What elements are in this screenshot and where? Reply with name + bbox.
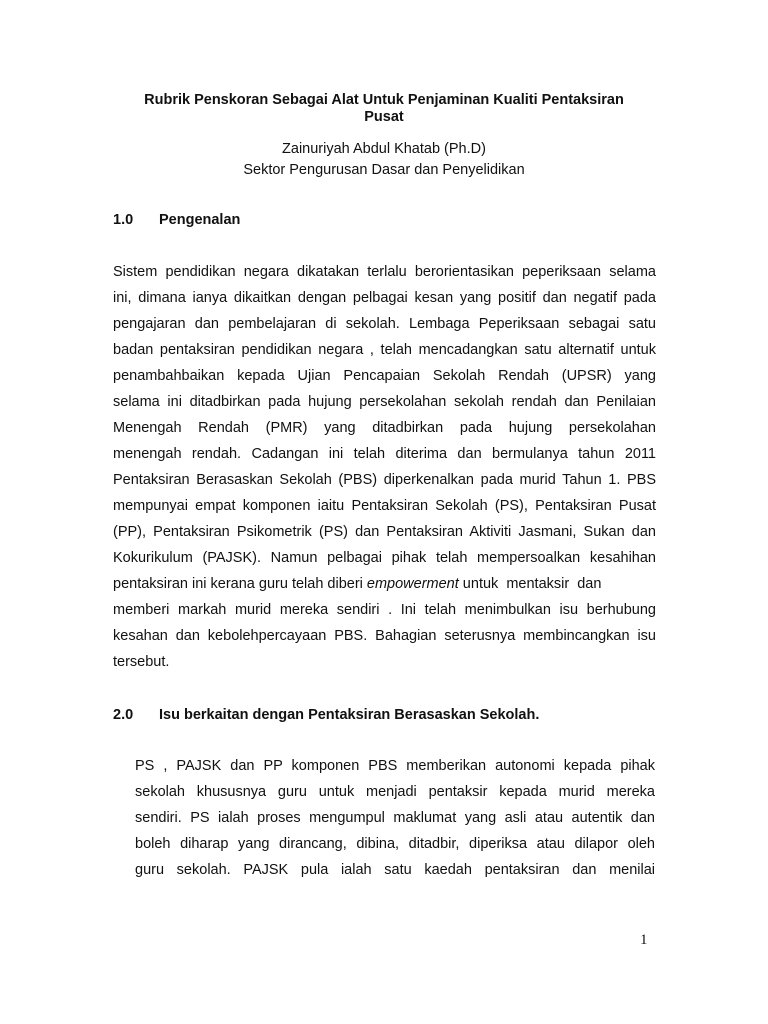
paragraph-line: penambahbaikan kepada Ujian Pencapaian Sekolah Rendah (UPSR) yang xyxy=(113,368,656,384)
paragraph-line: tersebut. xyxy=(113,654,170,670)
paragraph-line: badan pentaksiran pendidikan negara , telah mencadangkan satu alternatif untuk xyxy=(113,342,656,358)
title-line-1: Rubrik Penskoran Sebagai Alat Untuk Penjaminan Kualiti Pentaksiran xyxy=(144,92,624,108)
line-text: untuk mentaksir dan xyxy=(458,576,602,592)
paragraph-line: menengah rendah. Cadangan ini telah diterima dan bermulanya tahun 2011 xyxy=(113,446,656,462)
paragraph-line: Menengah Rendah (PMR) yang ditadbirkan pada hujung persekolahan xyxy=(113,420,656,436)
line-text: pentaksiran ini kerana guru telah diberi xyxy=(113,576,367,592)
paragraph-line: Sistem pendidikan negara dikatakan terlalu berorientasikan peperiksaan selama xyxy=(113,264,656,280)
section-title-2: Isu berkaitan dengan Pentaksiran Berasaskan Sekolah. xyxy=(159,707,540,723)
document-title xyxy=(100,92,668,126)
section-number-2: 2.0 xyxy=(113,707,134,723)
author-affiliation: Sektor Pengurusan Dasar dan Penyelidikan xyxy=(243,162,525,178)
paragraph-line: (PP), Pentaksiran Psikometrik (PS) dan Pentaksiran Aktiviti Jasmani, Sukan dan xyxy=(113,524,656,540)
section-title-1: Pengenalan xyxy=(159,212,241,228)
author-name: Zainuriyah Abdul Khatab (Ph.D) xyxy=(282,141,486,157)
paragraph-line: sekolah khususnya guru untuk menjadi pentaksir kepada murid mereka xyxy=(135,784,655,800)
author-block xyxy=(100,139,668,181)
title-line-2: Pusat xyxy=(364,109,404,125)
paragraph-line: guru sekolah. PAJSK pula ialah satu kaedah pentaksiran dan menilai xyxy=(135,862,655,878)
paragraph-line: PS , PAJSK dan PP komponen PBS memberikan autonomi kepada pihak xyxy=(135,758,655,774)
paragraph-line: memberi markah murid mereka sendiri . Ini telah menimbulkan isu berhubung xyxy=(113,602,656,618)
section-2-paragraph xyxy=(135,753,655,883)
paragraph-line: pengajaran dan pembelajaran di sekolah. Lembaga Peperiksaan sebagai satu xyxy=(113,316,656,332)
paragraph-line: sendiri. PS ialah proses mengumpul maklumat yang asli atau autentik dan xyxy=(135,810,655,826)
paragraph-line: kesahan dan kebolehpercayaan PBS. Bahagian seterusnya membincangkan isu xyxy=(113,628,656,644)
paragraph-line: Kokurikulum (PAJSK). Namun pelbagai pihak telah mempersoalkan kesahihan xyxy=(113,550,656,566)
emphasis-word: empowerment xyxy=(366,576,459,592)
section-heading-2 xyxy=(113,706,539,724)
paragraph-line: selama ini ditadbirkan pada hujung persekolahan sekolah rendah dan Penilaian xyxy=(113,394,656,410)
section-1-paragraph xyxy=(113,259,656,675)
paragraph-line: mempunyai empat komponen iaitu Pentaksiran Sekolah (PS), Pentaksiran Pusat xyxy=(113,498,656,514)
section-heading-1 xyxy=(113,211,240,229)
section-number-1: 1.0 xyxy=(113,212,134,228)
paragraph-line: boleh diharap yang dirancang, dibina, ditadbir, diperiksa atau dilapor oleh xyxy=(135,836,655,852)
paragraph-line: ini, dimana ianya dikaitkan dengan pelbagai kesan yang positif dan negatif pada xyxy=(113,290,656,306)
page-number: 1 xyxy=(640,932,648,948)
paragraph-line: Pentaksiran Berasaskan Sekolah (PBS) diperkenalkan pada murid Tahun 1. PBS xyxy=(113,472,656,488)
paragraph-line-with-emphasis xyxy=(113,571,656,597)
